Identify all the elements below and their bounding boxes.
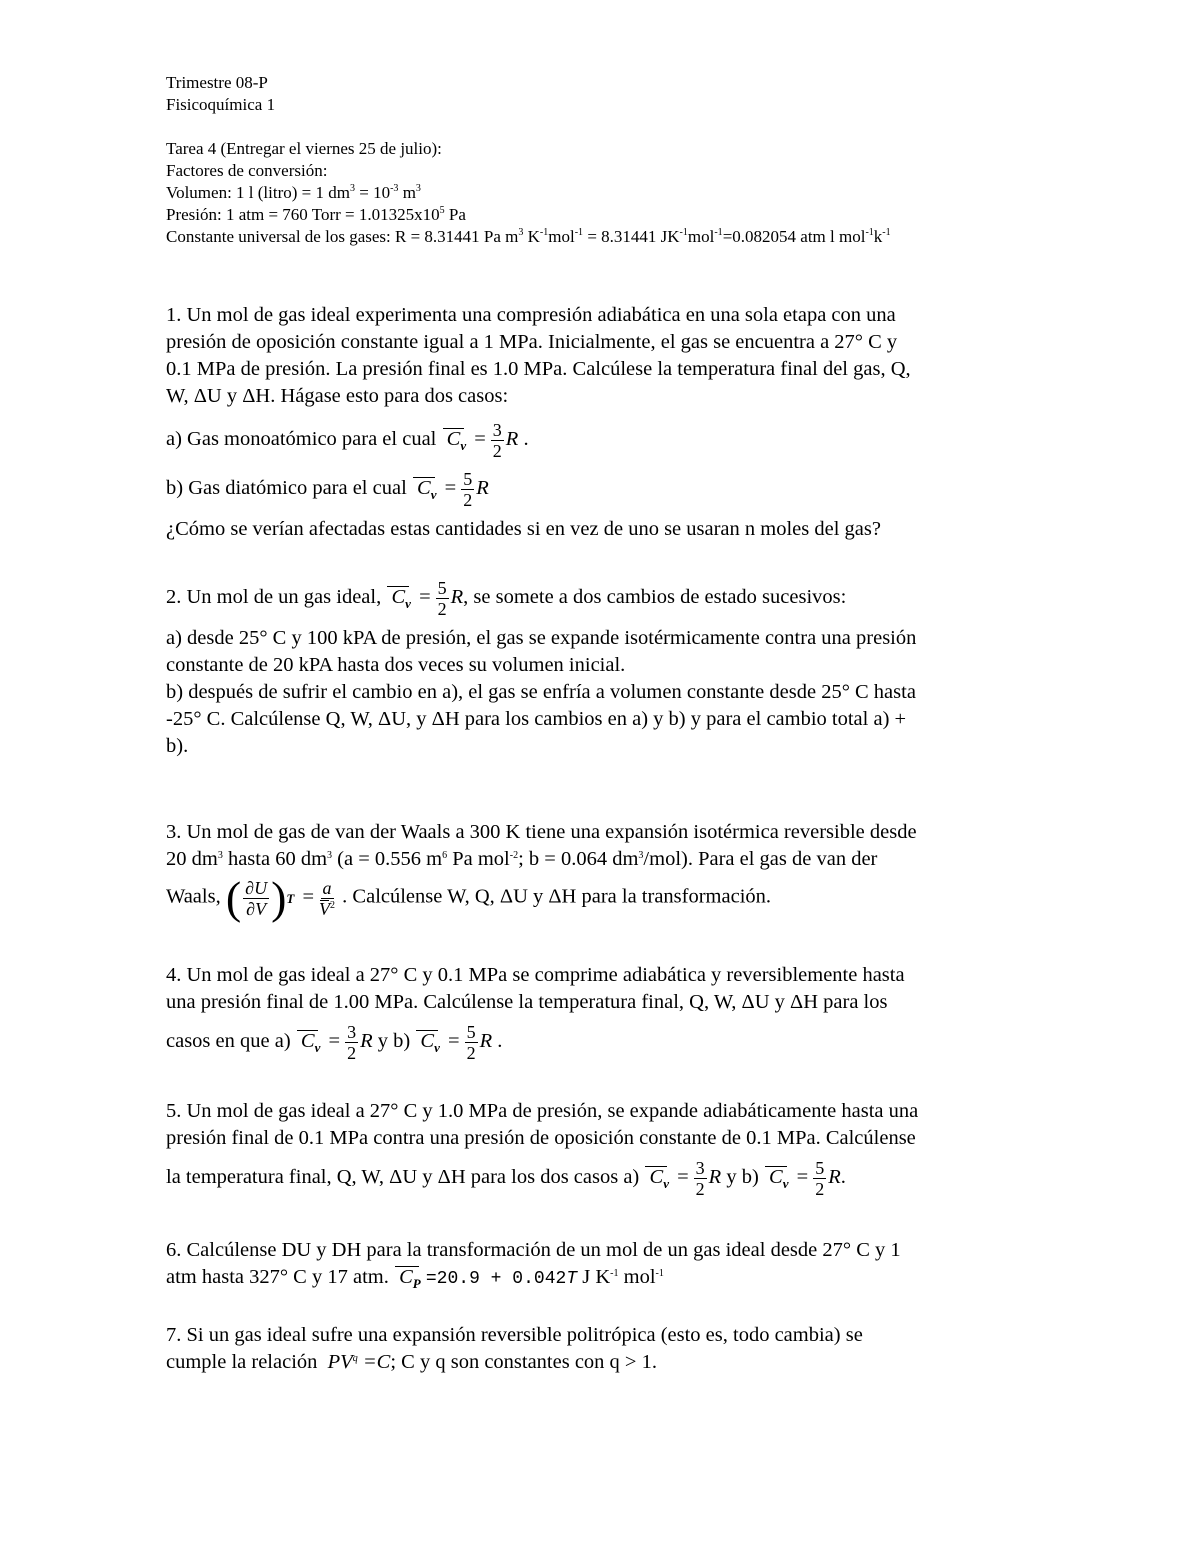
cv-symbol: $C_v$ (764, 1164, 789, 1197)
problem-1-case-a: a) Gas monoatómico para el cual $C_v$ = $\frac{3}{2}$ R . (166, 420, 529, 461)
problem-1: 1. Un mol de gas ideal experimenta una compresión adiabática en una sola etapa con una presión de oposición constante igual a 1 MPa. Inicialmente, el gas se encuentra a 27° C y 0.1 MPa de presión. La presión final es 1.0 MPa. Calcúlese la temperatura final del gas, Q, W, ΔU y ΔH. Hágase esto para dos casos: a) Gas monoatómico para el cual $C_v$ = $\frac{3}{2}$ R . b) Gas diatómico para el cual $C_v$ = $\frac{5}{2}$ R ¿Cómo se verían afectadas estas cantidades si en vez de uno se usaran n moles del gas? (166, 302, 1046, 543)
fraction-3-2: $\frac{3}{2}$ (695, 1158, 705, 1199)
fraction-3-2: $\frac{3}{2}$ (347, 1022, 357, 1063)
cv-symbol: $C_v$ (644, 1164, 669, 1197)
problem-7: 7. Si un gas ideal sufre una expansión reversible politrópica (esto es, todo cambia) se cumple la relación $PV^q =C$; C y q son constantes con q > 1. (166, 1324, 863, 1373)
fraction-5-2: $\frac{5}{2}$ (466, 1022, 476, 1063)
fraction-5-2: $\frac{5}{2}$ (815, 1158, 825, 1199)
term-line: Trimestre 08-P (166, 73, 268, 92)
fraction-5-2: $\frac{5}{2}$ (437, 578, 447, 619)
partial-derivative: ( $\frac{\partial U}{\partial V}$ ) T (225, 872, 295, 923)
fraction-a-v2: $\frac{a}{V^2}$ (319, 877, 336, 919)
conversion-title: Factores de conversión: (166, 161, 328, 180)
problem-5: 5. Un mol de gas ideal a 27° C y 1.0 MPa de presión, se expande adiabáticamente hasta una presión final de 0.1 MPa contra una presión de oposición constante de 0.1 MPa. Calcúlense la temperatura final, Q, W, ΔU y ΔH para los dos casos a) $C_v$ = $\frac{3}{2}$ R y b) $C_v$ = $\frac{5}{2}$ R. (166, 1100, 919, 1199)
cv-symbol: $C_v$ (412, 475, 437, 508)
gas-constant-line: Constante universal de los gases: R = 8.31441 Pa $m^3$ $K^{-1}mol^{-1} = 8.31441$ $JK^{-1}mol^{-1}=0.082054$ atm l $mol^{-1}k^{-1}$ (166, 227, 891, 246)
assignment-line: Tarea 4 (Entregar el viernes 25 de julio): (166, 139, 442, 158)
cv-symbol: $C_v$ (296, 1028, 321, 1061)
problem-4: 4. Un mol de gas ideal a 27° C y 0.1 MPa se comprime adiabática y reversiblemente hasta una presión final de 1.00 MPa. Calcúlense la temperatura final, Q, W, ΔU y ΔH para los casos en que a) $C_v$ = $\frac{3}{2}$ R y b) $C_v$ = $\frac{5}{2}$ R . (166, 964, 905, 1063)
fraction-5-2: $\frac{5}{2}$ (463, 469, 473, 510)
cv-symbol: $C_v$ (386, 584, 411, 617)
course-line: Fisicoquímica 1 (166, 95, 276, 114)
problem-6: 6. Calcúlense DU y DH para la transformación de un mol de un gas ideal desde 27° C y 1 atm hasta 327° C y 17 atm. $C_P =20.9 + 0.042T$ J $K^{-1}$ mol$^{-1}$ (166, 1237, 1046, 1297)
van-der-waals-relation: Waals, ( $\frac{\partial U}{\partial V}$ ) T = $\frac{a}{V^2}$ . Calcúlense W, Q, ΔU y ΔH para la transformación. (166, 872, 772, 923)
cv-symbol: $C_v$ (415, 1028, 440, 1061)
pressure-line: Presión: 1 atm = 760 Torr = $1.01325x10^5$ Pa (166, 205, 466, 224)
problem-3: 3. Un mol de gas de van der Waals a 300 K tiene una expansión isotérmica reversible desde 20 $dm^3$ hasta 60 $dm^3$ (a = 0.556 $m^6$ Pa mol$^{-2}$; b = 0.064 $dm^3/mol$). Para el gas de van der Waals, ( $\frac{\partial U}{\partial V}$ ) T = $\frac{a}{V^2}$ . Calcúlense W, Q, ΔU y ΔH para la transformación. (166, 819, 1046, 921)
cp-symbol: $C_P$ (394, 1264, 421, 1297)
volume-line: Volumen: 1 l (litro) = 1 $dm^3 = 10^{-3}$ $m^3$ (166, 183, 421, 202)
document-header (166, 72, 1126, 248)
cv-symbol: $C_v$ (442, 426, 467, 459)
problem-2: 2. Un mol de un gas ideal, $C_v$ = $\frac{5}{2}$ R, se somete a dos cambios de estado sucesivos: a) desde 25° C y 100 kPA de presión, el gas se expande isotérmicamente contra una presión constante de 20 kPA hasta dos veces su volumen inicial. b) después de sufrir el cambio en a), el gas se enfría a volumen constante desde 25° C hasta -25° C. Calcúlense Q, W, ΔU, y ΔH para los cambios en a) y b) y para el cambio total a) + b). (166, 578, 917, 757)
problem-1-case-b: b) Gas diatómico para el cual $C_v$ = $\frac{5}{2}$ R (166, 469, 489, 510)
polytropic-relation: $PV^q =C$ (327, 1351, 391, 1373)
fraction-3-2: $\frac{3}{2}$ (492, 420, 502, 461)
